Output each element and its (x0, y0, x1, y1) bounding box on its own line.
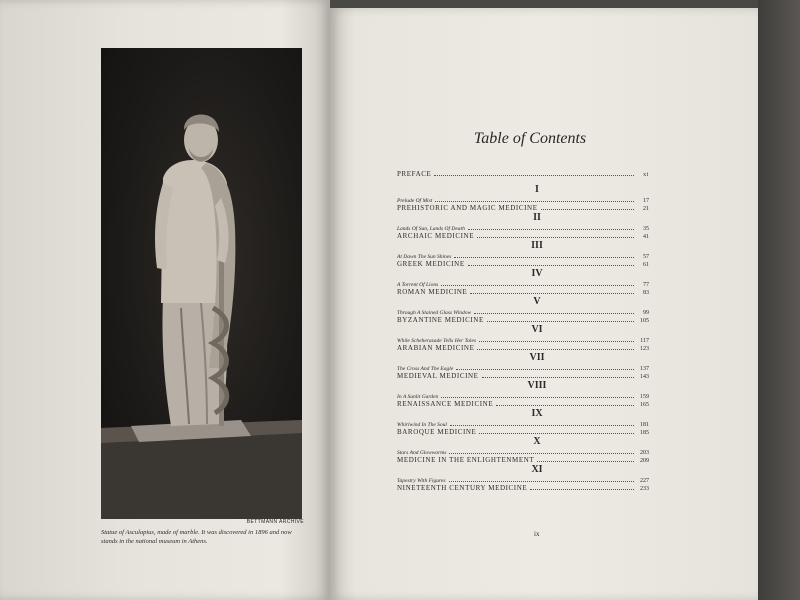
toc-sub-row (397, 420, 649, 428)
toc-preface-page: xi (643, 172, 649, 178)
toc-sub-title: Prelude Of Mist (397, 198, 433, 204)
leader-dots (449, 476, 635, 482)
leader-dots (479, 336, 634, 342)
toc-main-title: PREHISTORIC AND MAGIC MEDICINE (397, 204, 538, 212)
leader-dots (477, 344, 634, 350)
leader-dots (468, 224, 634, 230)
toc-main-row (397, 428, 649, 436)
toc-section (397, 436, 649, 464)
toc-main-title: GREEK MEDICINE (397, 260, 465, 268)
toc-main-row (397, 372, 649, 380)
toc-main-page: 21 (643, 206, 649, 212)
toc-section-numeral: II (533, 212, 541, 223)
leader-dots (470, 288, 634, 294)
toc-main-page: 105 (640, 318, 649, 324)
toc-section (397, 324, 649, 352)
toc-sub-row (397, 364, 649, 372)
leader-dots (441, 280, 634, 286)
toc-sections (397, 184, 649, 492)
leader-dots (450, 420, 634, 426)
leader-dots (479, 428, 634, 434)
toc-main-title: MEDIEVAL MEDICINE (397, 372, 479, 380)
leader-dots (482, 372, 634, 378)
leader-dots (468, 260, 634, 266)
toc-main-title: BAROQUE MEDICINE (397, 428, 477, 436)
left-page (0, 0, 330, 600)
toc-sub-title: While Scheherazade Tells Her Tales (397, 338, 477, 344)
toc-main-row (397, 232, 649, 240)
toc-section-numeral: XI (531, 464, 543, 475)
toc-main-title: ARCHAIC MEDICINE (397, 232, 475, 240)
toc-sub-title: Tapestry With Figures (397, 478, 446, 484)
toc-main-page: 165 (640, 402, 649, 408)
toc-section-numeral: VII (529, 352, 545, 363)
toc-main-row (397, 344, 649, 352)
background-edge (758, 0, 800, 600)
leader-dots (449, 448, 634, 454)
toc-sub-title: Whirlwind In The Soul (397, 422, 447, 428)
toc-section-numeral: IV (531, 268, 543, 279)
toc-section (397, 408, 649, 436)
leader-dots (456, 364, 634, 370)
photo-credit: BETTMANN ARCHIVE (246, 519, 304, 525)
toc-main-page: 143 (640, 374, 649, 380)
toc-sub-title: At Dawn The Sun Shines (397, 254, 452, 260)
toc-sub-row (397, 280, 649, 288)
toc-sub-title: In A Sunlit Garden (397, 394, 439, 400)
toc-section-numeral: X (533, 436, 541, 447)
statue-illustration (101, 48, 302, 519)
toc-sub-row (397, 392, 649, 400)
toc-sub-title: The Cross And The Eagle (397, 366, 454, 372)
leader-dots (496, 400, 634, 406)
toc-main-page: 41 (643, 234, 649, 240)
toc-main-row (397, 456, 649, 464)
toc-main-row (397, 260, 649, 268)
leader-dots (487, 316, 634, 322)
toc-sub-title: Lands Of Sun, Lands Of Death (397, 226, 465, 232)
leader-dots (541, 204, 634, 210)
toc-sub-row (397, 196, 649, 204)
toc-sub-page: 117 (640, 338, 649, 344)
toc-section-numeral: VI (531, 324, 543, 335)
toc-sub-page: 35 (643, 226, 649, 232)
toc-section (397, 184, 649, 212)
leader-dots (474, 308, 634, 314)
toc-main-title: BYZANTINE MEDICINE (397, 316, 484, 324)
leader-dots (454, 252, 634, 258)
toc-sub-page: 181 (640, 422, 649, 428)
page-title: Table of Contents (473, 130, 587, 147)
toc-sub-row (397, 224, 649, 232)
toc-section (397, 296, 649, 324)
toc-sub-page: 99 (643, 310, 649, 316)
toc-section-numeral: V (533, 296, 541, 307)
toc-sub-page: 57 (643, 254, 649, 260)
toc-section-numeral: III (531, 240, 543, 251)
toc-preface-label: PREFACE (397, 170, 432, 178)
toc-section (397, 464, 649, 492)
toc-sub-page: 227 (640, 478, 649, 484)
toc-main-page: 61 (643, 262, 649, 268)
toc-sub-page: 159 (640, 394, 649, 400)
toc-main-title: ROMAN MEDICINE (397, 288, 468, 296)
toc-sub-page: 77 (643, 282, 649, 288)
toc-sub-page: 17 (643, 198, 649, 204)
toc-main-title: MEDICINE IN THE ENLIGHTENMENT (397, 456, 535, 464)
toc-main-row (397, 484, 649, 492)
toc-main-row (397, 400, 649, 408)
photo-caption: Statue of Asculapius, made of marble. It was discovered in 1896 and now stands in the national museum in Athens. (101, 529, 292, 545)
toc-section (397, 212, 649, 240)
page-number: ix (534, 530, 540, 538)
leader-dots (537, 456, 634, 462)
leader-dots (441, 392, 634, 398)
toc-main-title: NINETEENTH CENTURY MEDICINE (397, 484, 528, 492)
toc-sub-row (397, 448, 649, 456)
toc-main-title: RENAISSANCE MEDICINE (397, 400, 494, 408)
toc-sub-title: A Torrent Of Lions (397, 282, 439, 288)
toc-main-page: 123 (640, 346, 649, 352)
toc-section-numeral: I (535, 184, 539, 195)
leader-dots (434, 170, 634, 176)
toc-sub-row (397, 252, 649, 260)
toc-sub-title: Through A Stained Glass Window (397, 310, 472, 316)
toc-sub-row (397, 336, 649, 344)
toc-main-page: 209 (640, 458, 649, 464)
toc-section (397, 380, 649, 408)
toc-main-row (397, 204, 649, 212)
toc-sub-row (397, 308, 649, 316)
toc-section (397, 352, 649, 380)
statue-photo (101, 48, 302, 519)
leader-dots (530, 484, 634, 490)
toc-main-page: 233 (640, 486, 649, 492)
toc-sub-row (397, 476, 649, 484)
toc-section (397, 240, 649, 268)
toc-main-row (397, 316, 649, 324)
toc-main-row (397, 288, 649, 296)
toc-section (397, 268, 649, 296)
toc-sub-page: 203 (640, 450, 649, 456)
toc-preface-row (397, 170, 649, 180)
table-of-contents (397, 170, 649, 492)
leader-dots (477, 232, 634, 238)
toc-section-numeral: IX (531, 408, 543, 419)
toc-main-title: ARABIAN MEDICINE (397, 344, 475, 352)
toc-section-numeral: VIII (527, 380, 547, 391)
leader-dots (435, 196, 634, 202)
toc-sub-title: Stars And Glowworms (397, 450, 447, 456)
toc-main-page: 83 (643, 290, 649, 296)
toc-sub-page: 137 (640, 366, 649, 372)
toc-main-page: 185 (640, 430, 649, 436)
